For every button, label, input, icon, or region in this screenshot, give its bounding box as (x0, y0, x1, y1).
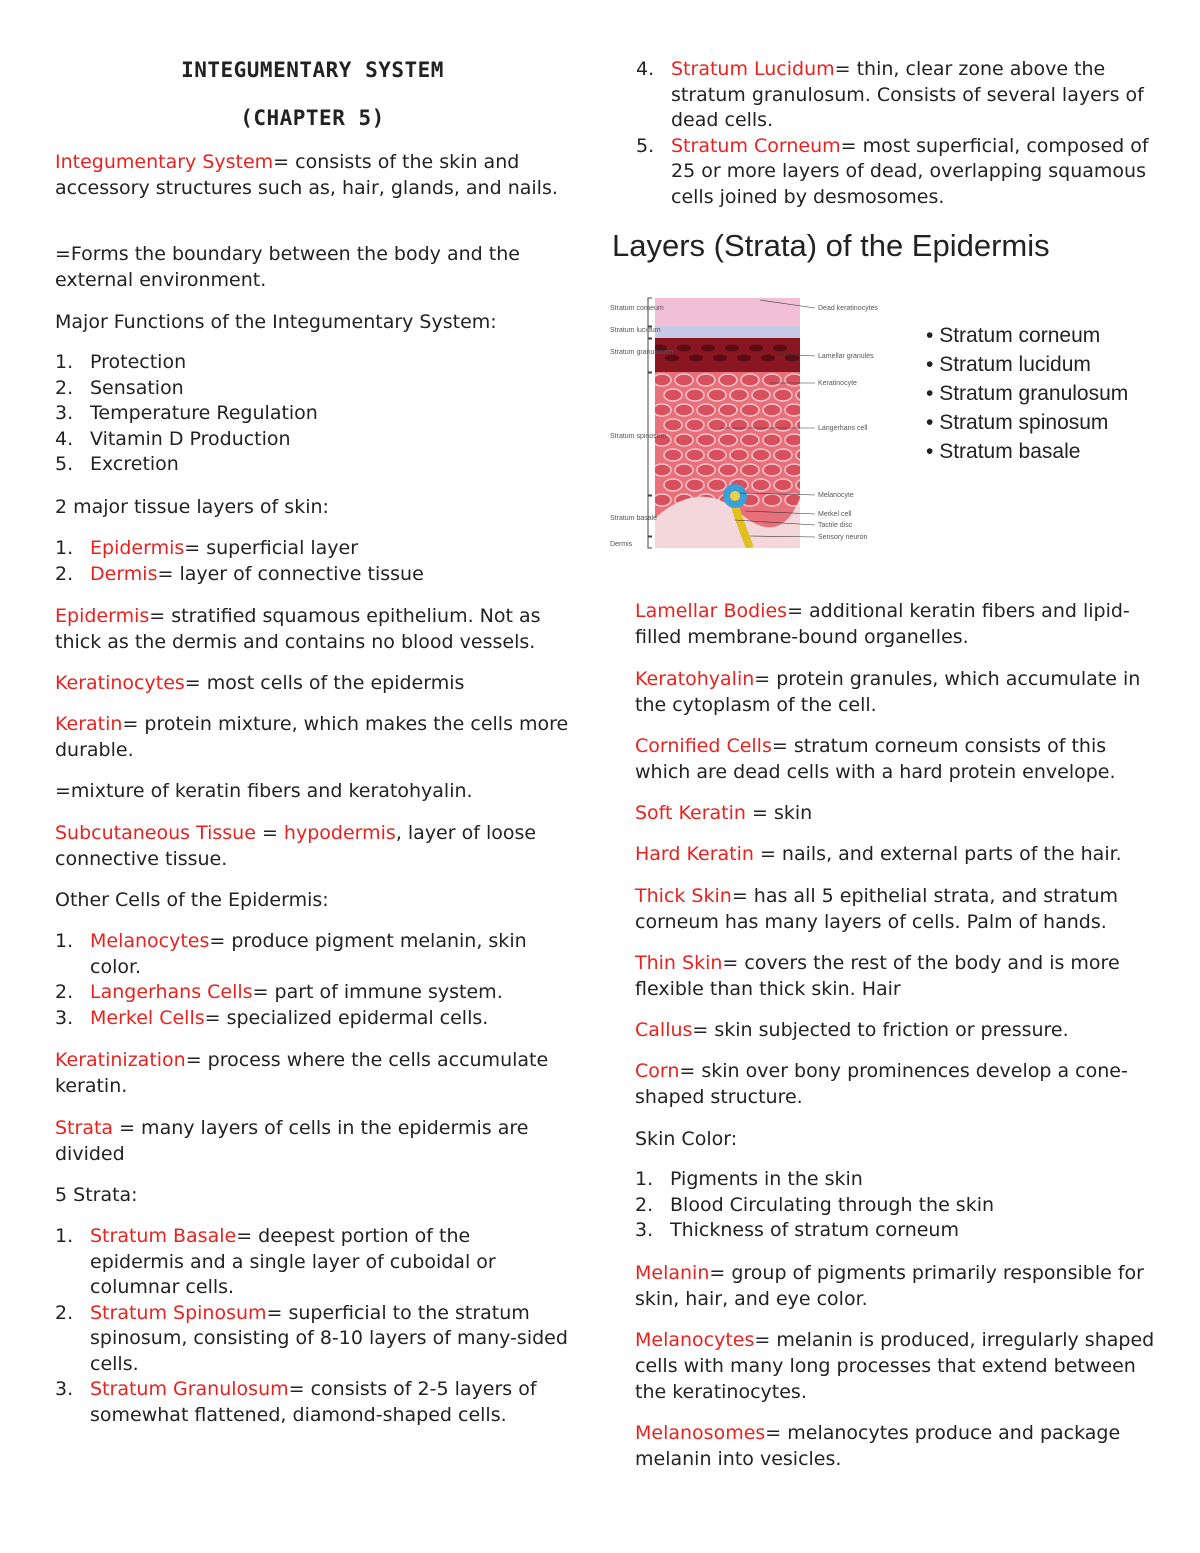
keratinocyte-cell (719, 404, 737, 416)
keratinocyte-cell (763, 464, 781, 476)
chapter-label: (CHAPTER 5) (240, 106, 385, 130)
keratinocyte-cell (741, 404, 759, 416)
keratinocyte-cell (796, 389, 814, 401)
five-strata-list-part2 (636, 57, 1176, 210)
list-item: 1. Stratum Basale= deepest portion of the epidermis and a single layer of cuboidal or columnar cells. (55, 1225, 496, 1298)
document-title: INTEGUMENTARY SYSTEM (181, 58, 444, 82)
list-item: 1. Melanocytes= produce pigment melanin, skin color. (55, 930, 527, 978)
keratinocyte-cell (719, 464, 737, 476)
list-item: 2. Sensation (55, 376, 184, 399)
list-item: 4. Stratum Lucidum= thin, clear zone above the stratum granulosum. Consists of several layers of dead cells. (636, 58, 1144, 131)
keratinocyte-cell (664, 449, 682, 461)
keratinocyte-cell (686, 389, 704, 401)
other-cells-heading: Other Cells of the Epidermis: (55, 889, 329, 911)
keratinocyte-cell (741, 434, 759, 446)
keratinocyte-cell (730, 389, 748, 401)
keratinocyte-cell (675, 434, 693, 446)
skin-color-heading: Skin Color: (635, 1128, 738, 1150)
five-strata-heading: 5 Strata: (55, 1184, 138, 1206)
hard-keratin-definition: Hard Keratin = nails, and external parts of the hair. (635, 843, 1122, 865)
keratinocyte-cell (763, 494, 781, 506)
granular-cell (677, 345, 691, 352)
keratinocyte-cell (774, 449, 792, 461)
keratinocyte-cell (785, 464, 803, 476)
granular-cell (701, 345, 715, 352)
keratinocyte-cell (708, 449, 726, 461)
keratinocyte-cell (774, 479, 792, 491)
subcutaneous-definition: Subcutaneous Tissue = hypodermis, layer of loose connective tissue. (55, 822, 537, 870)
granular-cell (773, 345, 787, 352)
list-item: 1. Epidermis= superficial layer (55, 537, 359, 559)
epidermis-definition: Epidermis= stratified squamous epithelium. Not as thick as the dermis and contains no blood vessels. (55, 605, 541, 653)
keratinocyte-cell (730, 449, 748, 461)
label-sensory-neuron: Sensory neuron (818, 534, 868, 541)
strata-bullet-list (926, 324, 1128, 463)
keratinocyte-cell (752, 449, 770, 461)
list-item: 2. Langerhans Cells= part of immune system. (55, 981, 503, 1003)
list-item: 3. Merkel Cells= specialized epidermal cells. (55, 1006, 489, 1029)
keratinocyte-cell (697, 374, 715, 386)
keratinocyte-cell (708, 389, 726, 401)
keratinocyte-cell (653, 464, 671, 476)
keratinocyte-cell (664, 389, 682, 401)
integumentary-definition (55, 149, 570, 201)
label-stratum-basale: Stratum basale (610, 515, 658, 522)
melanin-definition: Melanin= group of pigments primarily responsible for skin, hair, and eye color. (635, 1262, 1144, 1310)
keratinocyte-cell (686, 449, 704, 461)
term: Integumentary System (55, 151, 274, 173)
keratinocyte-cell (697, 434, 715, 446)
label-langerhans-cell: Langerhans cell (818, 425, 868, 432)
bullet-3: • Stratum granulosum (926, 382, 1129, 405)
melanocytes-definition: Melanocytes= melanin is produced, irregularly shaped cells with many long processes that extend between the keratinocytes. (635, 1329, 1155, 1403)
lamellar-definition: Lamellar Bodies= additional keratin fibers and lipid-filled membrane-bound organelles. (635, 600, 1130, 648)
label-keratinocyte: Keratinocyte (818, 380, 857, 387)
keratinocyte-cell (763, 434, 781, 446)
label-melanocyte: Melanocyte (818, 492, 854, 499)
list-item: 3. Temperature Regulation (55, 402, 318, 424)
granular-cell (761, 355, 775, 362)
label-stratum-corneum: Stratum corneum (610, 305, 664, 312)
list-item: 1. Protection (55, 351, 187, 373)
keratinocyte-cell (653, 404, 671, 416)
list-item: 3. Stratum Granulosum= consists of 2-5 layers of somewhat flattened, diamond-shaped cells. (55, 1378, 537, 1426)
keratinocyte-cell (785, 494, 803, 506)
keratinocyte-cell (664, 419, 682, 431)
bullet-5: • Stratum basale (926, 440, 1081, 463)
tissue-heading: 2 major tissue layers of skin: (55, 496, 329, 518)
list-item: 5. Excretion (55, 453, 179, 475)
keratinocyte-cell (774, 419, 792, 431)
keratinocyte-cell (741, 464, 759, 476)
label-dermis: Dermis (610, 541, 633, 548)
keratinocyte-cell (763, 404, 781, 416)
keratinocyte-cell (675, 374, 693, 386)
granular-cell (725, 345, 739, 352)
keratinocyte-cell (686, 419, 704, 431)
keratin-definition: Keratin= protein mixture, which makes the cells more durable. (55, 713, 569, 761)
cornified-definition: Cornified Cells= stratum corneum consists of this which are dead cells with a hard protein envelope. (635, 735, 1116, 783)
bullet-4: • Stratum spinosum (926, 411, 1109, 434)
keratinocyte-cell (686, 479, 704, 491)
mixture-note: =mixture of keratin fibers and keratohyalin. (55, 780, 473, 802)
keratinocyte-cell (796, 449, 814, 461)
keratinocyte-cell (719, 374, 737, 386)
functions-heading: Major Functions of the Integumentary System: (55, 311, 497, 333)
keratinocyte-cell (653, 374, 671, 386)
melanosomes-definition: Melanosomes= melanocytes produce and package melanin into vesicles. (635, 1422, 1121, 1470)
keratinocyte-cell (730, 419, 748, 431)
keratinocyte-cell (719, 434, 737, 446)
diagram-title: Layers (Strata) of the Epidermis (612, 228, 1050, 263)
keratinocyte-cell (752, 479, 770, 491)
keratinocyte-cell (752, 389, 770, 401)
label-tactile-disc: Tactile disc (818, 522, 853, 529)
list-item: 3. Thickness of stratum corneum (635, 1219, 959, 1241)
list-item: 2. Stratum Spinosum= superficial to the stratum spinosum, consisting of 8-10 layers of many-sided cells. (55, 1301, 568, 1375)
granular-cell (785, 355, 799, 362)
keratinocyte-cell (741, 374, 759, 386)
soft-keratin-definition: Soft Keratin = skin (635, 802, 813, 824)
skin-illustration (653, 298, 814, 548)
thin-skin-definition: Thin Skin= covers the rest of the body and is more flexible than thick skin. Hair (635, 952, 1120, 1000)
strata-definition: Strata = many layers of cells in the epidermis are divided (55, 1117, 529, 1165)
label-merkel-cell: Merkel cell (818, 511, 852, 518)
functions-list (55, 350, 570, 478)
keratinization-definition: Keratinization= process where the cells accumulate keratin. (55, 1049, 549, 1097)
keratinocyte-cell (653, 494, 671, 506)
label-dead-keratinocytes: Dead keratinocytes (818, 305, 878, 312)
corn-definition: Corn= skin over bony prominences develop a cone-shaped structure. (635, 1060, 1128, 1108)
keratinocyte-cell (664, 479, 682, 491)
label-stratum-lucidum: Stratum lucidum (610, 327, 661, 334)
layer-brackets (648, 298, 652, 548)
granular-cell (737, 355, 751, 362)
epidermis-layers-diagram (610, 228, 1175, 558)
keratinocyte-cell (785, 404, 803, 416)
granular-cell (749, 345, 763, 352)
keratinocyte-cell (752, 419, 770, 431)
keratinocyte-cell (675, 404, 693, 416)
keratinocyte-cell (763, 374, 781, 386)
label-stratum-granulosum: Stratum granulosum (610, 349, 674, 356)
list-item: 4. Vitamin D Production (55, 427, 291, 450)
callus-definition: Callus= skin subjected to friction or pressure. (635, 1019, 1069, 1041)
label-stratum-spinosum: Stratum spinosum (610, 433, 667, 440)
list-item: 5. Stratum Corneum= most superficial, composed of 25 or more layers of dead, overlapping squamous cells joined by desmosomes. (636, 134, 1149, 208)
keratinocyte-cell (774, 389, 792, 401)
five-strata-list-part1 (55, 1224, 570, 1428)
keratinocyte-cell (785, 374, 803, 386)
bullet-2: • Stratum lucidum (926, 353, 1091, 376)
granular-cell (713, 355, 727, 362)
bullet-1: • Stratum corneum (926, 324, 1101, 347)
keratinocyte-cell (796, 479, 814, 491)
granular-cell (689, 355, 703, 362)
list-item: 2. Dermis= layer of connective tissue (55, 562, 424, 585)
keratinocyte-cell (708, 419, 726, 431)
keratinocytes-definition: Keratinocytes= most cells of the epidermis (55, 672, 465, 694)
definition: = consists of the skin and accessory structures such as, hair, glands, and nails. (55, 151, 558, 199)
other-cells-list (55, 929, 570, 1031)
keratinocyte-cell (697, 404, 715, 416)
keratinocyte-cell (697, 464, 715, 476)
keratinocyte-cell (785, 434, 803, 446)
keratinocyte-cell (675, 464, 693, 476)
label-lamellar-granules: Lamellar granules (818, 353, 874, 360)
list-item: 2. Blood Circulating through the skin (635, 1193, 995, 1216)
keratinocyte-cell (796, 419, 814, 431)
tissue-list (55, 536, 570, 587)
keratohyalin-definition: Keratohyalin= protein granules, which accumulate in the cytoplasm of the cell. (635, 668, 1141, 716)
keratinocyte-cell (708, 479, 726, 491)
thick-skin-definition: Thick Skin= has all 5 epithelial strata, and stratum corneum has many layers of cells. Palm of hands. (635, 885, 1119, 933)
skin-color-list (635, 1167, 1165, 1244)
boundary-note: =Forms the boundary between the body and the external environment. (55, 243, 520, 291)
list-item: 1. Pigments in the skin (635, 1168, 863, 1190)
